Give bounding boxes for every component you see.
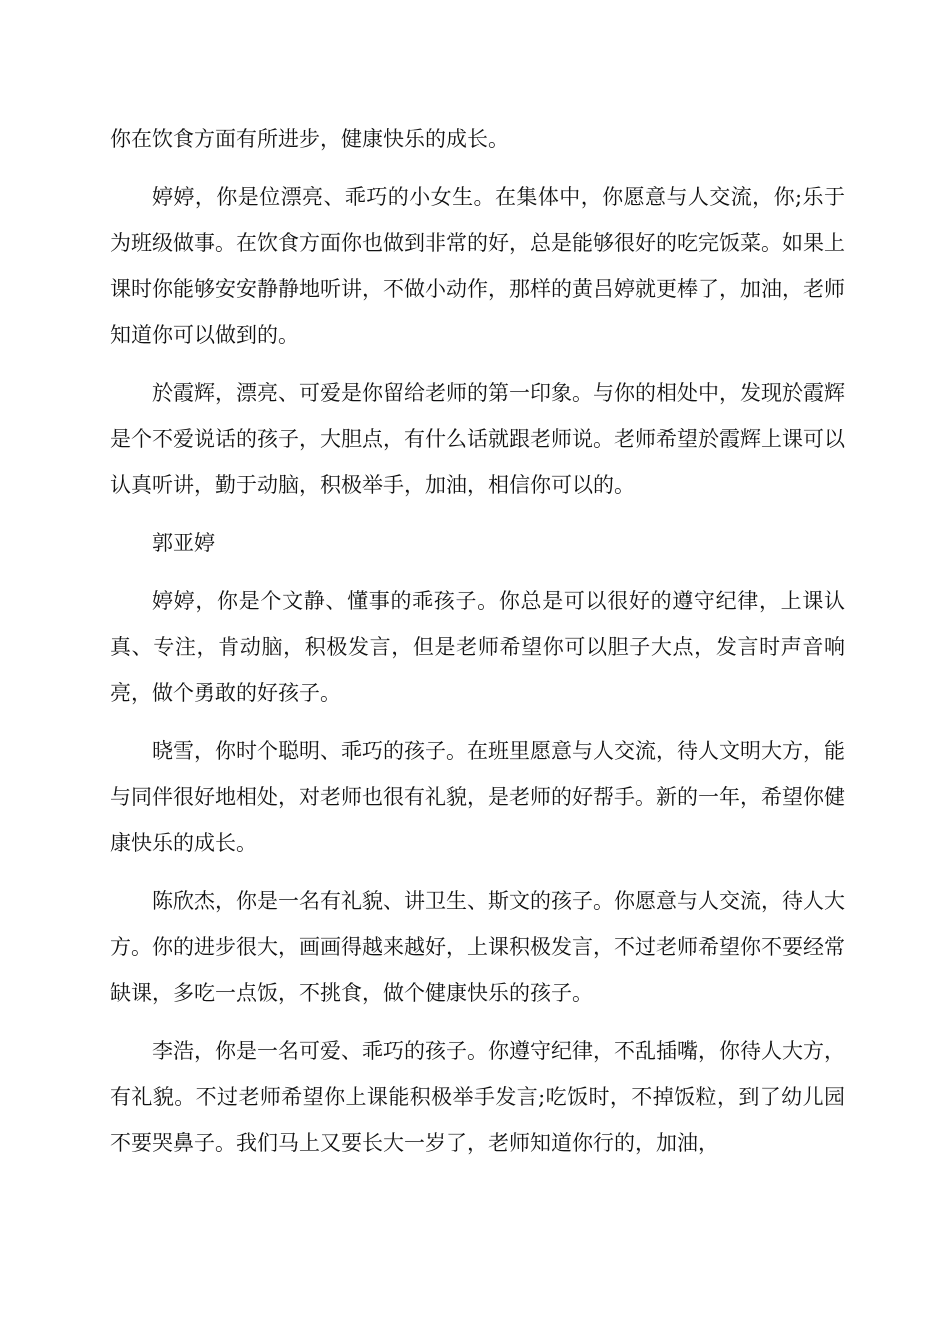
paragraph-continuation: 你在饮食方面有所进步，健康快乐的成长。 — [110, 127, 509, 151]
paragraph-yuxiahui: 於霞辉，漂亮、可爱是你留给老师的第一印象。与你的相处中，发现於霞辉是个不爱说话的孩子，大胆点，有什么话就跟老师说。老师希望於霞辉上课可以认真听讲，勤于动脑，积极举手，加油，相信你可以的。 — [110, 381, 845, 497]
paragraph-chenxinjie: 陈欣杰，你是一名有礼貌、讲卫生、斯文的孩子。你愿意与人交流，待人大方。你的进步很大，画画得越来越好，上课积极发言，不过老师希望你不要经常缺课，多吃一点饭，不挑食，做个健康快乐的孩子。 — [110, 889, 845, 1005]
paragraph-lihao: 李浩，你是一名可爱、乖巧的孩子。你遵守纪律，不乱插嘴，你待人大方，有礼貌。不过老师希望你上课能积极举手发言;吃饭时，不掉饭粒，到了幼儿园不要哭鼻子。我们马上又要长大一岁了，老师知道你行的，加油， — [110, 1039, 845, 1155]
paragraph-name-guoyating: 郭亚婷 — [152, 531, 215, 555]
paragraph-guoyating-comment: 婷婷，你是个文静、懂事的乖孩子。你总是可以很好的遵守纪律，上课认真、专注，肯动脑，积极发言，但是老师希望你可以胆子大点，发言时声音响亮，做个勇敢的好孩子。 — [110, 589, 845, 705]
paragraph-tingting: 婷婷，你是位漂亮、乖巧的小女生。在集体中，你愿意与人交流，你;乐于为班级做事。在饮食方面你也做到非常的好，总是能够很好的吃完饭菜。如果上课时你能够安安静静地听讲，不做小动作，那样的黄吕婷就更棒了，加油，老师知道你可以做到的。 — [110, 185, 845, 347]
document-body — [110, 116, 845, 1178]
paragraph-xiaoxue: 晓雪，你时个聪明、乖巧的孩子。在班里愿意与人交流，待人文明大方，能与同伴很好地相处，对老师也很有礼貌，是老师的好帮手。新的一年，希望你健康快乐的成长。 — [110, 739, 845, 855]
